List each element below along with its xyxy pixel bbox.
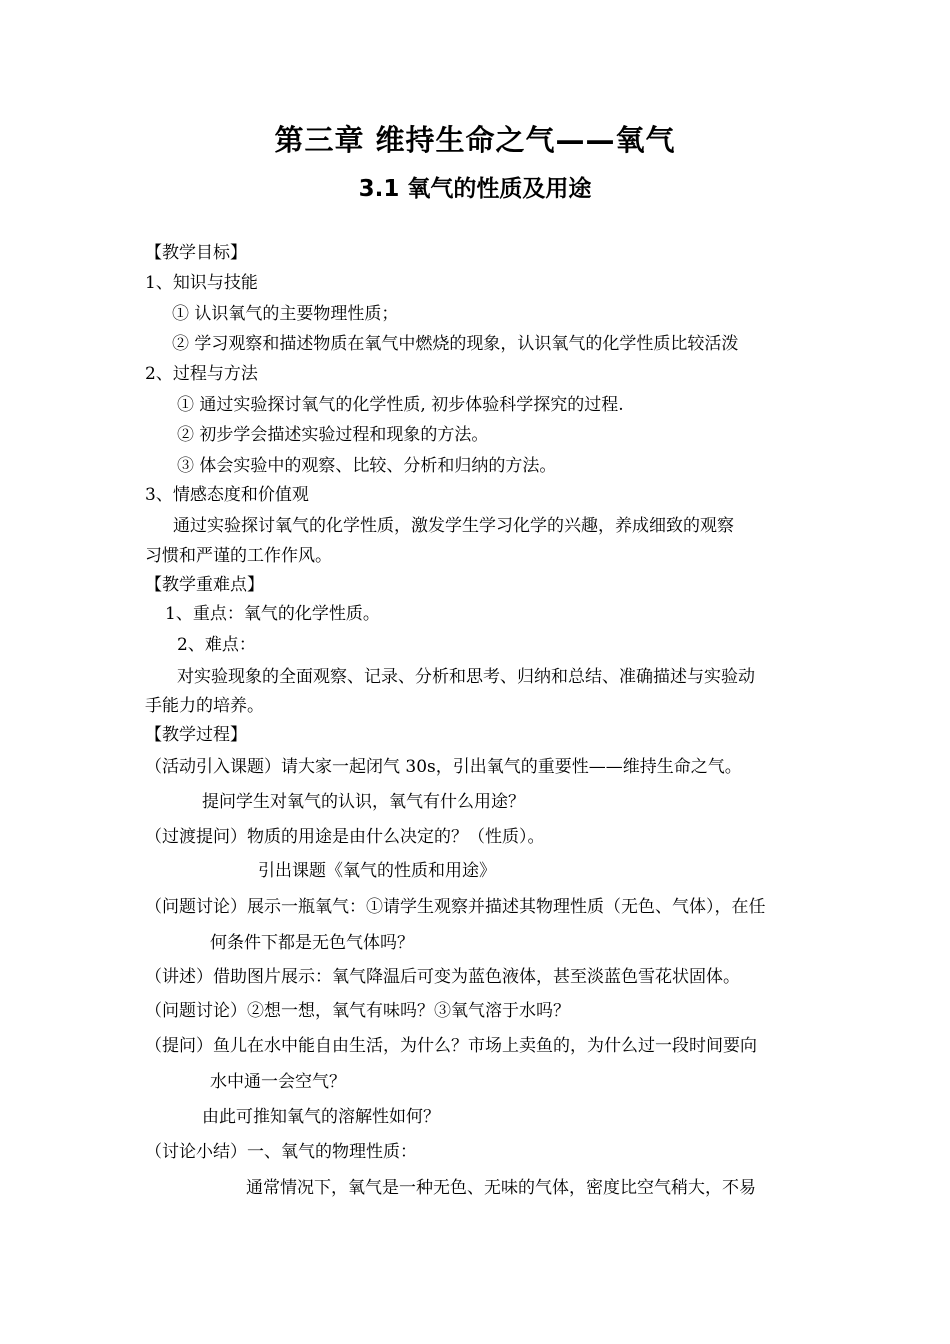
- heading-teaching-process: 【教学过程】: [145, 725, 247, 745]
- process-discussion-2: （问题讨论）②想一想，氧气有味吗？③氧气溶于水吗？: [145, 1001, 570, 1021]
- objective-2-heading: 2、过程与方法: [145, 364, 258, 384]
- objective-1-heading: 1、知识与技能: [145, 273, 258, 293]
- difficult-point-line-2: 手能力的培养。: [145, 696, 264, 716]
- objective-1-item-1: ① 认识氧气的主要物理性质；: [172, 304, 399, 324]
- process-intro: （活动引入课题）请大家一起闭气 30s，引出氧气的重要性——维持生命之气。: [145, 757, 742, 777]
- process-discussion-1-line-2: 何条件下都是无色气体吗？: [210, 933, 414, 953]
- process-discussion-1-line-1: （问题讨论）展示一瓶氧气：①请学生观察并描述其物理性质（无色、气体），在任: [145, 897, 766, 917]
- process-transition: （过渡提问）物质的用途是由什么决定的？（性质）。: [145, 827, 545, 847]
- objective-3-text-line-2: 习惯和严谨的工作作风。: [145, 546, 332, 566]
- process-question-fish-line-1: （提问）鱼儿在水中能自由生活，为什么？市场上卖鱼的，为什么过一段时间要向: [145, 1036, 757, 1056]
- difficult-point-heading: 2、难点：: [177, 635, 256, 655]
- heading-key-difficult-points: 【教学重难点】: [145, 575, 264, 595]
- section-title: 3.1 氧气的性质及用途: [358, 176, 592, 202]
- process-inference: 由此可推知氧气的溶解性如何？: [202, 1107, 440, 1127]
- process-question-fish-line-2: 水中通一会空气？: [210, 1072, 346, 1092]
- objective-2-item-2: ② 初步学会描述实验过程和现象的方法。: [177, 425, 489, 445]
- difficult-point-line-1: 对实验现象的全面观察、记录、分析和思考、归纳和总结、准确描述与实验动: [177, 667, 755, 687]
- objective-3-text-line-1: 通过实验探讨氧气的化学性质，激发学生学习化学的兴趣，养成细致的观察: [173, 516, 734, 536]
- heading-teaching-objectives: 【教学目标】: [145, 243, 247, 263]
- process-summary-heading: （讨论小结）一、氧气的物理性质：: [145, 1142, 417, 1162]
- process-topic: 引出课题《氧气的性质和用途》: [258, 861, 496, 881]
- objective-2-item-3: ③ 体会实验中的观察、比较、分析和归纳的方法。: [177, 456, 557, 476]
- key-point: 1、重点：氧气的化学性质。: [165, 604, 380, 624]
- process-summary-text: 通常情况下，氧气是一种无色、无味的气体，密度比空气稍大，不易: [246, 1178, 756, 1198]
- objective-1-item-2: ② 学习观察和描述物质在氧气中燃烧的现象，认识氧气的化学性质比较活泼: [172, 334, 739, 354]
- process-narration: （讲述）借助图片展示：氧气降温后可变为蓝色液体，甚至淡蓝色雪花状固体。: [145, 967, 740, 987]
- objective-2-item-1: ① 通过实验探讨氧气的化学性质, 初步体验科学探究的过程.: [177, 395, 624, 415]
- process-question-uses: 提问学生对氧气的认识，氧气有什么用途？: [202, 792, 525, 812]
- objective-3-heading: 3、情感态度和价值观: [145, 485, 309, 505]
- chapter-title: 第三章 维持生命之气——氧气: [274, 123, 676, 157]
